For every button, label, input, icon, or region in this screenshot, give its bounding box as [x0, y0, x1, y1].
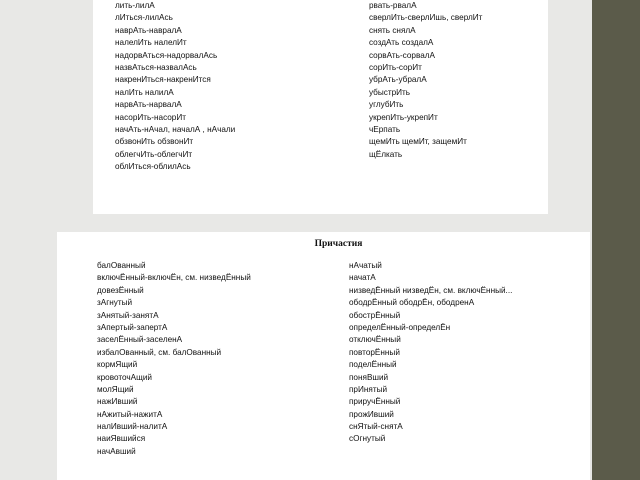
bottom-right-column: [349, 260, 512, 446]
word-line: укрепИть-укрепИт: [369, 112, 438, 122]
word-line: прожИвший: [349, 409, 394, 419]
word-line: включЁнный-включЁн, см. низведЁнный: [97, 273, 251, 283]
word-line: низведЁнный низведЁн, см. включЁнный...: [349, 285, 513, 295]
word-line: повторЁнный: [349, 347, 400, 357]
heading-text: Причастия: [314, 239, 363, 249]
word-line: лить-лилА: [115, 1, 155, 10]
top-right-column: [369, 0, 482, 161]
word-line: заселЁнный-заселенА: [97, 335, 183, 345]
word-line: избалОванный, см. балОванный: [97, 347, 222, 357]
word-line: насорИть-насорИт: [115, 112, 186, 122]
word-line: наврАть-навралА: [115, 25, 182, 35]
word-line: довезЁнный: [97, 285, 144, 295]
word-line: начатА: [349, 273, 376, 283]
word-line: сверлИть-сверлИшь, сверлИт: [369, 13, 483, 23]
word-line: нажИвший: [97, 397, 138, 407]
word-line: приручЁнный: [349, 397, 401, 407]
word-line: обострЁнный: [349, 310, 401, 320]
word-line: отключЁнный: [349, 335, 401, 345]
bottom-document-page: [57, 232, 590, 480]
word-line: балОванный: [97, 261, 146, 270]
right-side-bar: [592, 0, 640, 480]
word-line: назвАться-назвалАсь: [115, 62, 197, 72]
word-line: определЁнный-определЁн: [349, 322, 451, 332]
word-line: зАгнутый: [97, 298, 133, 308]
word-line: поняВший: [349, 372, 389, 382]
word-line: налИть налилА: [115, 87, 174, 97]
top-document-page: [93, 0, 548, 214]
word-line: облИться-облилАсь: [115, 162, 191, 172]
word-line: молЯщий: [97, 384, 134, 394]
word-line: облегчИть-облегчИт: [115, 149, 193, 159]
word-line: рвать-рвалА: [369, 1, 417, 10]
word-line: кровоточАщий: [97, 372, 152, 382]
word-line: сорвАть-сорвалА: [369, 50, 436, 60]
word-line: сОгнутый: [349, 434, 386, 444]
word-line: создАть создалА: [369, 38, 434, 48]
word-line: снЯтый-снятА: [349, 422, 403, 432]
word-line: зАнятый-занятА: [97, 310, 159, 320]
section-heading: [57, 239, 590, 249]
word-line: начАть-нАчал, началА , нАчали: [115, 124, 236, 134]
word-line: снять снялА: [369, 25, 416, 35]
word-line: убыстрИть: [369, 87, 411, 97]
top-left-column: [115, 0, 235, 173]
word-line: налИвший-налитА: [97, 422, 168, 432]
word-line: прИнятый: [349, 384, 388, 394]
word-line: чЕрпать: [369, 124, 401, 134]
word-line: сорИть-сорИт: [369, 62, 422, 72]
word-line: нАчатый: [349, 261, 382, 270]
word-line: нАжитый-нажитА: [97, 409, 163, 419]
word-line: ободрЁнный ободрЁн, ободренА: [349, 298, 475, 308]
word-line: углубИть: [369, 100, 404, 110]
word-line: налелИть налелИт: [115, 38, 187, 48]
word-line: поделЁнный: [349, 360, 397, 370]
word-line: нарвАть-нарвалА: [115, 100, 182, 110]
word-line: наиЯвшийся: [97, 434, 146, 444]
word-line: зАпертый-запертА: [97, 322, 168, 332]
word-line: начАвший: [97, 446, 136, 456]
word-line: обзвонИть обзвонИт: [115, 137, 194, 147]
word-line: щемИть щемИт, защемИт: [369, 137, 467, 147]
word-line: надорвАться-надорвалАсь: [115, 50, 218, 60]
word-line: щЁлкать: [369, 149, 403, 159]
word-line: кормЯщий: [97, 360, 138, 370]
word-line: лИться-лилАсь: [115, 13, 173, 23]
bottom-left-column: [97, 260, 251, 458]
word-line: накренИться-накренИтся: [115, 75, 211, 85]
word-line: убрАть-убралА: [369, 75, 427, 85]
